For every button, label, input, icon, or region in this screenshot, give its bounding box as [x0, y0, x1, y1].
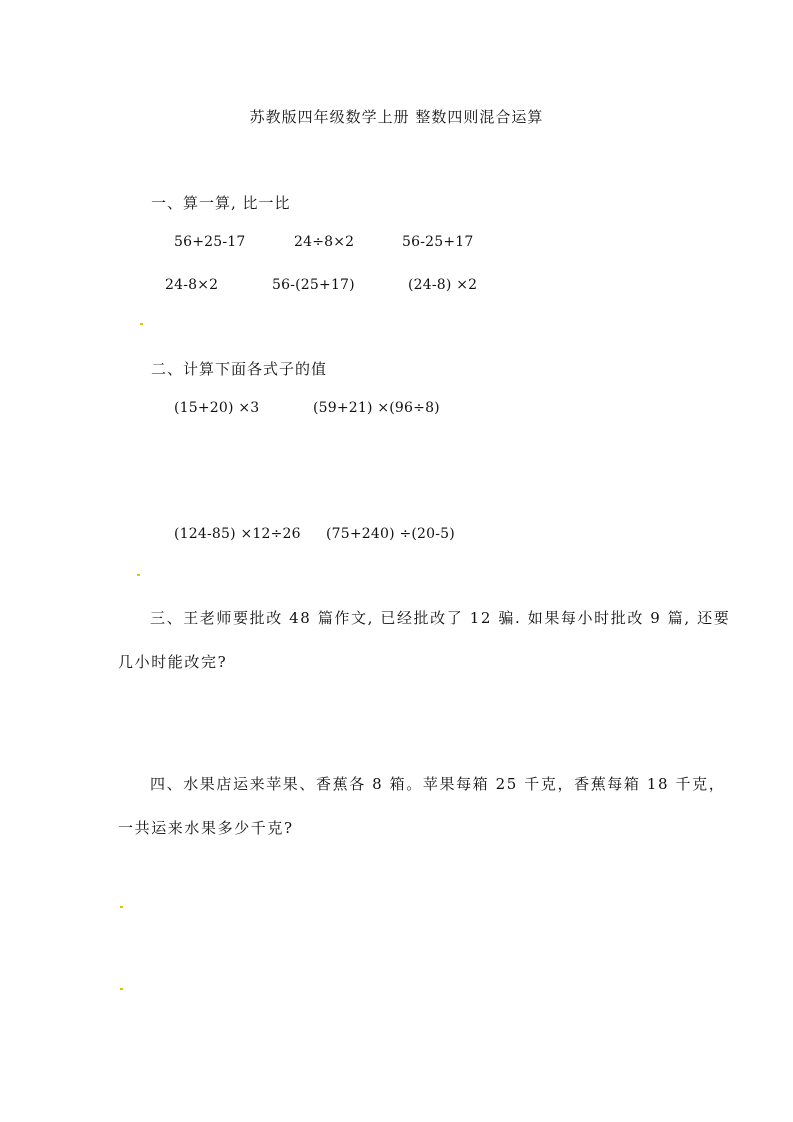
expression-s2-r1-1: (15+20) ×3 — [174, 400, 260, 416]
expression-s1-r2-1: 24-8×2 — [165, 277, 219, 293]
problem-4-line-1: 四、水果店运来苹果、香蕉各 8 箱。苹果每箱 25 千克，香蕉每箱 18 千克， — [150, 775, 726, 793]
problem-3-line-1: 三、王老师要批改 48 篇作文, 已经批改了 12 骗. 如果每小时批改 9 篇, 还要 — [150, 609, 731, 627]
expression-s2-r2-2: (75+240) ÷(20-5) — [326, 526, 455, 542]
stray-mark — [140, 323, 143, 325]
expression-s1-r2-2: 56-(25+17) — [272, 277, 355, 293]
stray-mark — [120, 906, 123, 908]
expression-s2-r1-2: (59+21) ×(96÷8) — [313, 400, 440, 416]
problem-3-line-2: 几小时能改完? — [118, 653, 228, 671]
expression-s1-r1-1: 56+25-17 — [174, 234, 246, 250]
section-2-heading: 二、计算下面各式子的值 — [151, 360, 328, 378]
expression-s1-r1-3: 56-25+17 — [402, 234, 474, 250]
stray-mark — [120, 988, 123, 990]
section-1-heading: 一、算一算, 比一比 — [151, 194, 291, 212]
expression-s2-r2-1: (124-85) ×12÷26 — [174, 526, 301, 542]
problem-4-line-2: 一共运来水果多少千克? — [118, 819, 294, 837]
stray-mark — [137, 574, 140, 576]
expression-s1-r2-3: (24-8) ×2 — [408, 277, 478, 293]
expression-s1-r1-2: 24÷8×2 — [294, 234, 355, 250]
page-title: 苏教版四年级数学上册 整数四则混合运算 — [249, 108, 544, 126]
